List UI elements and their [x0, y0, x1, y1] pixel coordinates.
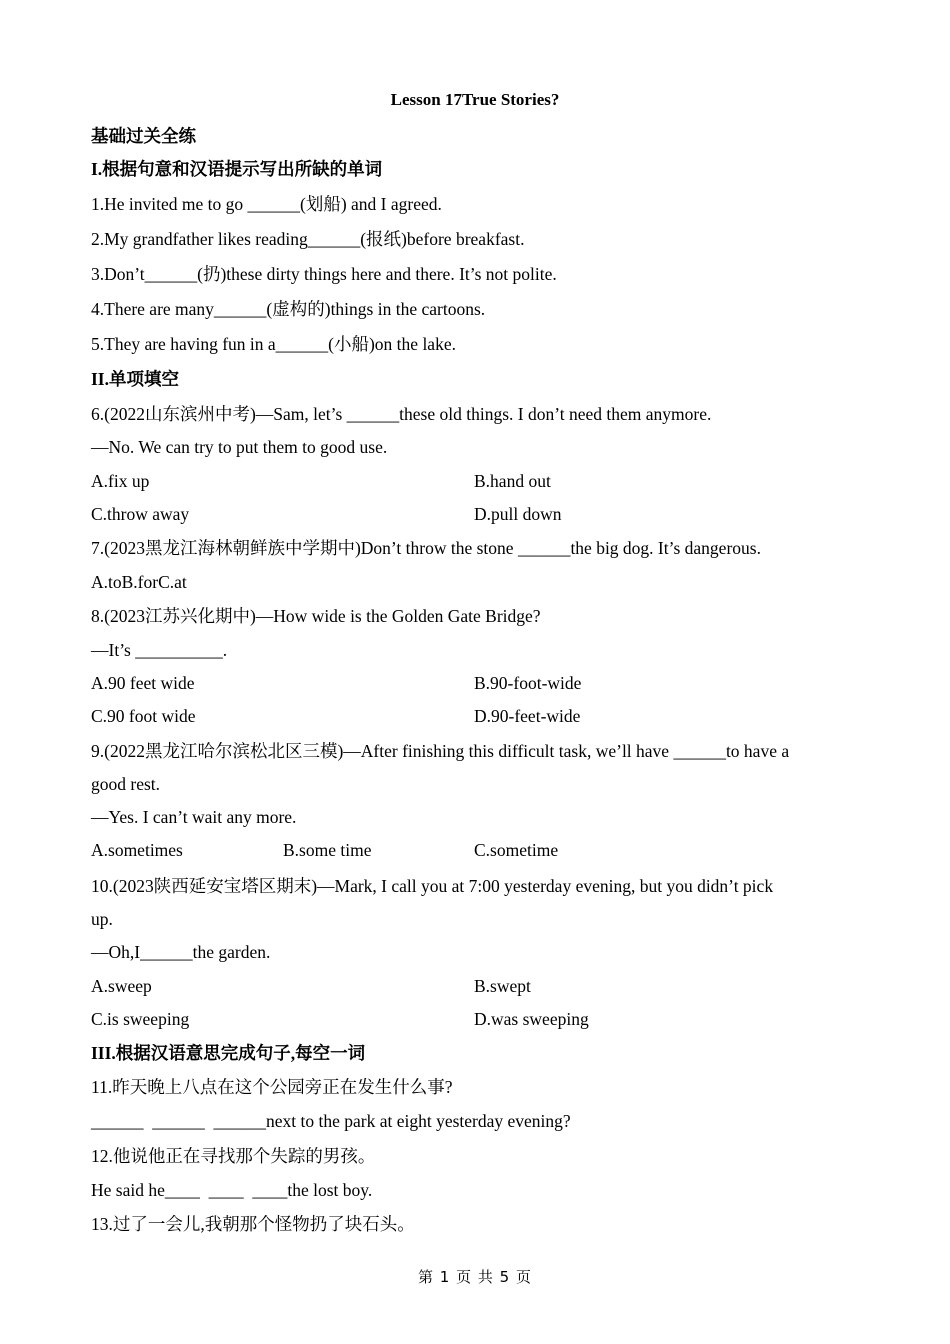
- q10-stem-line2: up.: [91, 909, 113, 929]
- page-title: Lesson 17True Stories?: [390, 90, 560, 109]
- q7-stem: 7.(2023黑龙江海林朝鲜族中学期中)Don’t throw the stone ______the big dog. It’s dangerous.: [91, 538, 761, 558]
- q6-option-c: C.throw away: [91, 504, 190, 524]
- q9-stem-line2: good rest.: [91, 774, 161, 794]
- q6-reply: —No. We can try to put them to good use.: [91, 437, 388, 457]
- section-heading: 基础过关全练: [91, 126, 196, 146]
- q10-option-b: B.swept: [474, 976, 531, 996]
- part2-heading: II.单项填空: [91, 369, 179, 389]
- q9-option-c: C.sometime: [474, 840, 559, 860]
- q10-option-a: A.sweep: [91, 976, 152, 996]
- part3-heading: III.根据汉语意思完成句子,每空一词: [91, 1043, 366, 1063]
- q8-option-c: C.90 foot wide: [91, 706, 196, 726]
- q12-english: He said he____ ____ ____the lost boy.: [91, 1180, 373, 1200]
- q10-stem-line1: 10.(2023陕西延安宝塔区期末)—Mark, I call you at 7:00 yesterday evening, but you didn’t pick: [91, 876, 774, 896]
- q1: 1.He invited me to go ______(划船) and I agreed.: [91, 194, 442, 214]
- q11-english: ______ ______ ______next to the park at eight yesterday evening?: [91, 1111, 571, 1131]
- q13-chinese: 13.过了一会儿,我朝那个怪物扔了块石头。: [91, 1214, 415, 1234]
- part1-heading: I.根据句意和汉语提示写出所缺的单词: [91, 159, 383, 179]
- q10-reply: —Oh,I______the garden.: [91, 942, 271, 962]
- q2: 2.My grandfather likes reading______(报纸)before breakfast.: [91, 229, 525, 249]
- q8-reply: —It’s __________.: [91, 640, 228, 660]
- q9-reply: —Yes. I can’t wait any more.: [91, 807, 297, 827]
- q8-option-a: A.90 feet wide: [91, 673, 195, 693]
- q8-option-d: D.90-feet-wide: [474, 706, 581, 726]
- q8-stem: 8.(2023江苏兴化期中)—How wide is the Golden Gate Bridge?: [91, 606, 541, 626]
- q6-option-a: A.fix up: [91, 471, 150, 491]
- q9-stem-line1: 9.(2022黑龙江哈尔滨松北区三模)—After finishing this difficult task, we’ll have ______to have a: [91, 741, 790, 761]
- q4: 4.There are many______(虚构的)things in the cartoons.: [91, 299, 486, 319]
- q7-options: A.toB.forC.at: [91, 572, 187, 592]
- q6-option-d: D.pull down: [474, 504, 562, 524]
- q12-chinese: 12.他说他正在寻找那个失踪的男孩。: [91, 1146, 376, 1166]
- q6-stem: 6.(2022山东滨州中考)—Sam, let’s ______these old things. I don’t need them anymore.: [91, 404, 712, 424]
- q3: 3.Don’t______(扔)these dirty things here and there. It’s not polite.: [91, 264, 557, 284]
- q8-option-b: B.90-foot-wide: [474, 673, 582, 693]
- q10-option-c: C.is sweeping: [91, 1009, 190, 1029]
- q5: 5.They are having fun in a______(小船)on the lake.: [91, 334, 456, 354]
- q9-option-a: A.sometimes: [91, 840, 183, 860]
- q10-option-d: D.was sweeping: [474, 1009, 589, 1029]
- q9-option-b: B.some time: [283, 840, 372, 860]
- q11-chinese: 11.昨天晚上八点在这个公园旁正在发生什么事?: [91, 1077, 453, 1097]
- q6-option-b: B.hand out: [474, 471, 551, 491]
- page-footer: 第 1 页 共 5 页: [418, 1268, 532, 1286]
